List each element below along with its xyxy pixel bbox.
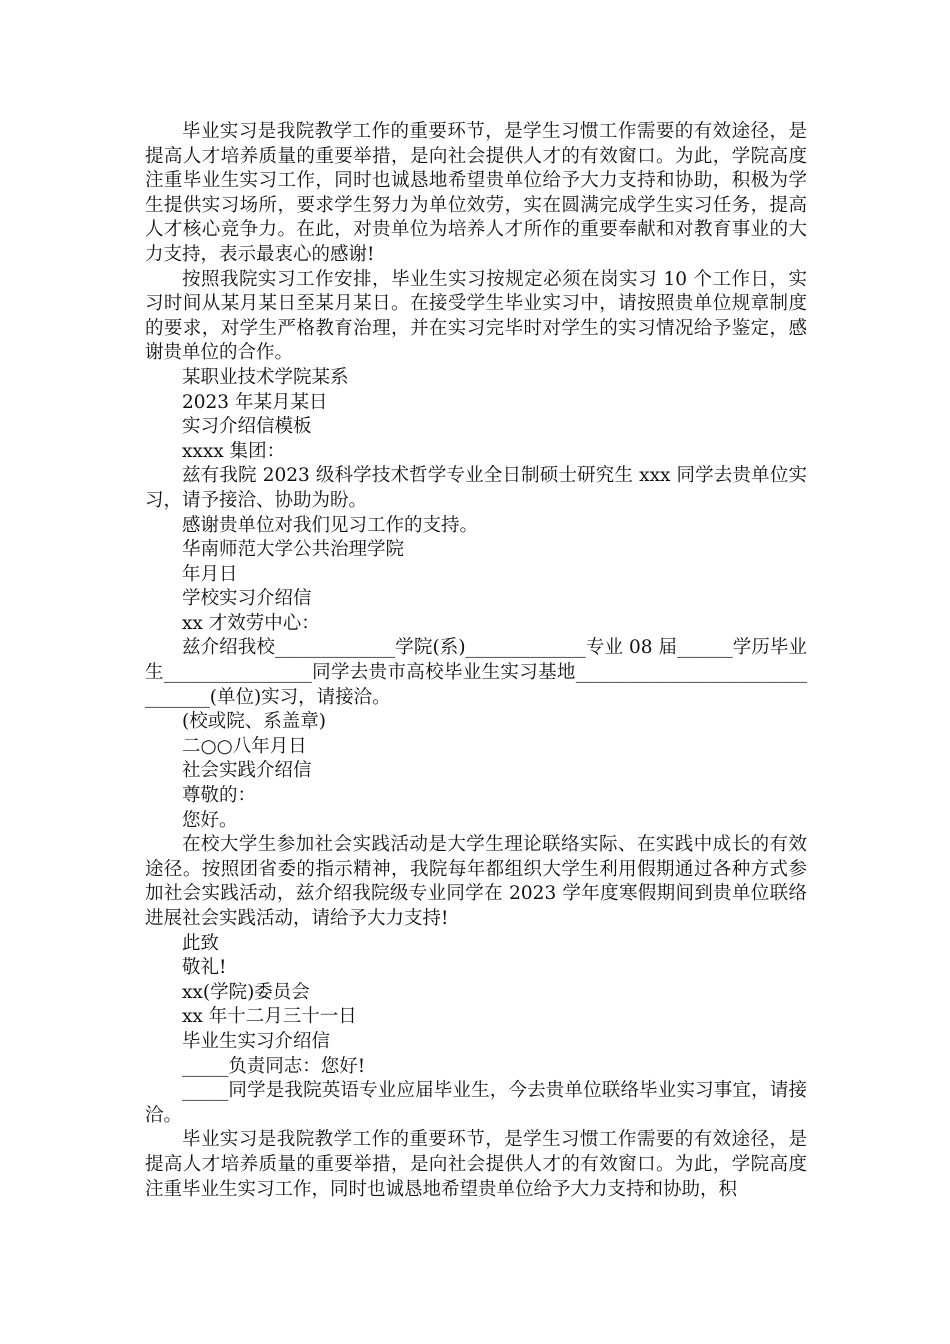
section-title-template: 实习介绍信模板	[182, 416, 312, 438]
paragraph-internship-arrangement: 按照我院实习工作安排，毕业生实习按规定必须在岗实习 10 个工作日，实习时间从某月某日至某月某日。在接受学生毕业实习中，请按照贵单位规章制度的要求，对学生严格教育治理，并在实习完毕时对学生的实习情况给予鉴定，感谢贵单位的合作。	[145, 268, 807, 364]
signature-date-dec31: xx 年十二月三十一日	[182, 1006, 357, 1028]
signature-committee: xx(学院)委员会	[182, 981, 310, 1003]
section-title-school-letter: 学校实习介绍信	[182, 588, 312, 610]
paragraph-social-practice: 在校大学生参加社会实践活动是大学生理论联络实际、在实践中成长的有效途径。按照团省委的指示精神，我院每年都组织大学生利用假期通过各种方式参加社会实践活动，兹介绍我院级专业同学在 2023 学年度寒假期间到贵单位联络进展社会实践活动，请给予大力支持!	[145, 834, 807, 929]
signature-college: 华南师范大学公共治理学院	[182, 539, 405, 561]
section-title-social-practice: 社会实践介绍信	[182, 760, 312, 782]
paragraph-internship-intro-repeat: 毕业实习是我院教学工作的重要环节，是学生习惯工作需要的有效途径，是提高人才培养质量的重要举措，是向社会提供人才的有效窗口。为此，学院高度注重毕业生实习工作，同时也诚恳地希望贵单位给予大力支持和协助，积	[145, 1129, 807, 1200]
paragraph-internship-intro: 毕业实习是我院教学工作的重要环节，是学生习惯工作需要的有效途径，是提高人才培养质量的重要举措，是向社会提供人才的有效窗口。为此，学院高度注重毕业生实习工作，同时也诚恳地希望贵单位给予大力支持和协助，积极为学生提供实习场所，要求学生努力为单位效劳，实在圆满完成学生实习任务，提高人才核心竞争力。在此，对贵单位为培养人才所作的重要奉献和对教育事业的大力支持，表示最衷心的感谢!	[145, 121, 807, 265]
signature-department: 某职业技术学院某系	[182, 366, 349, 388]
paragraph-english-student: _____同学是我院英语专业应届毕业生，今去贵单位联络毕业实习事宜，请接洽。	[145, 1080, 807, 1126]
signature-date-2008: 二○○八年月日	[182, 735, 307, 757]
salutation-service-center: xx 才效劳中心：	[182, 612, 320, 634]
document-body	[145, 120, 807, 1202]
paragraph-introduce-student: 兹有我院 2023 级科学技术哲学专业全日制硕士研究生 xxx 同学去贵单位实习，请予接洽、协助为盼。	[145, 465, 807, 511]
salutation-group: xxxx 集团：	[182, 440, 286, 462]
closing-jingli: 敬礼!	[182, 957, 227, 979]
paragraph-fill-in-blanks: 兹介绍我校_____________学院(系)_____________专业 08 届______学历毕业生________________同学去贵市高校毕业生实习基地________________________________(单位)实习，请接洽。	[145, 637, 807, 708]
paragraph-thanks: 感谢贵单位对我们见习工作的支持。	[182, 514, 479, 536]
closing-cizhi: 此致	[182, 932, 220, 954]
salutation-responsible-comrade: _____负责同志：您好!	[182, 1055, 366, 1077]
greeting-hello: 您好。	[182, 809, 238, 831]
signature-date: 2023 年某月某日	[182, 391, 328, 413]
section-title-graduate-letter: 毕业生实习介绍信	[182, 1030, 331, 1052]
signature-date-blank: 年月日	[182, 563, 238, 585]
seal-note: (校或院、系盖章)	[182, 711, 326, 733]
salutation-respected: 尊敬的：	[182, 785, 257, 807]
